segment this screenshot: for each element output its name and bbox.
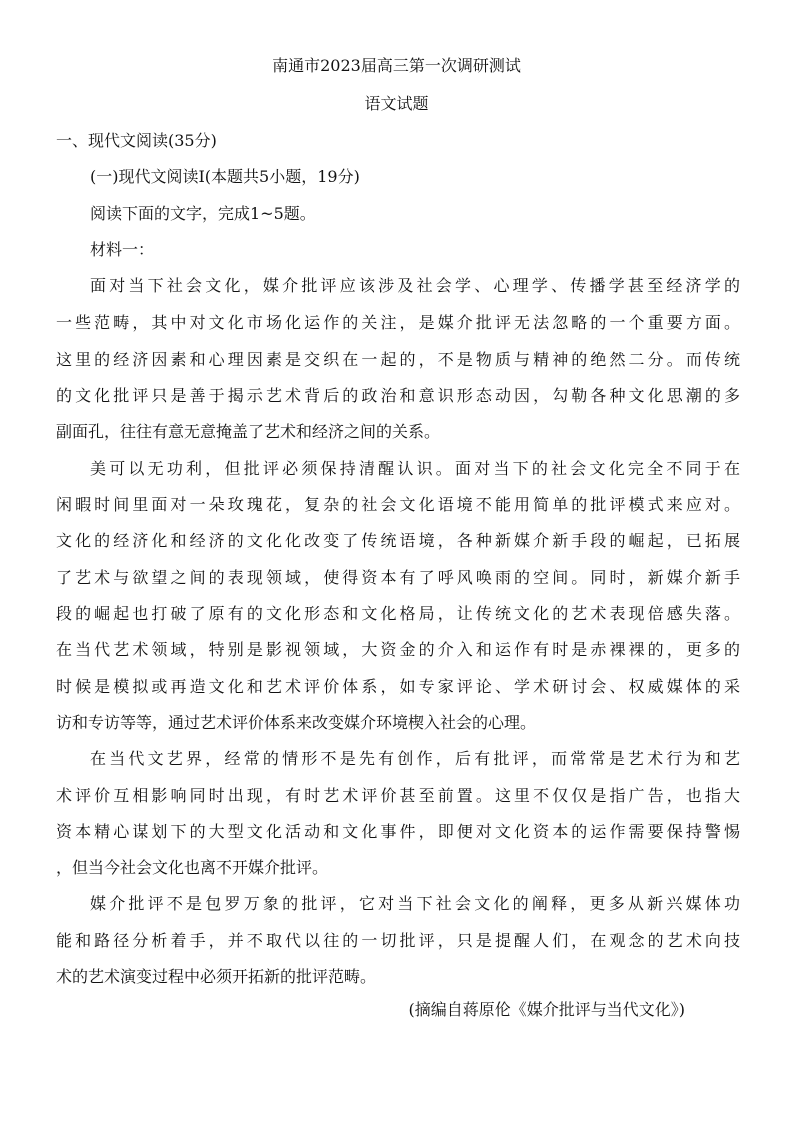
material-label: 材料一： xyxy=(90,240,155,259)
paragraph-line: 术评价互相影响同时出现，有时艺术评价甚至前置。这里不仅仅是指广告，也指大 xyxy=(56,786,740,805)
paragraph-line: 闲暇时间里面对一朵玫瑰花，复杂的社会文化语境不能用简单的批评模式来应对。 xyxy=(56,495,740,514)
paragraph-line: 了艺术与欲望之间的表现领域，使得资本有了呼风唤雨的空间。同时，新媒介新手 xyxy=(56,568,740,587)
reading-instruction: 阅读下面的文字，完成1~5题。 xyxy=(90,204,316,223)
exam-subtitle: 语文试题 xyxy=(364,94,429,113)
paragraph-line: ，但当今社会文化也离不开媒介批评。 xyxy=(56,858,329,877)
paragraph-line: 术的艺术演变过程中必须开拓新的批评范畴。 xyxy=(56,967,377,986)
paragraph-line: 美可以无功利，但批评必须保持清醒认识。面对当下的社会文化完全不同于在 xyxy=(90,459,740,478)
paragraph-line: 段的崛起也打破了原有的文化形态和文化格局，让传统文化的艺术表现倍感失落。 xyxy=(56,604,740,623)
part-heading: (一)现代文阅读Ⅰ(本题共5小题，19分) xyxy=(90,167,360,186)
source-citation: (摘编自蒋原伦《媒介批评与当代文化》) xyxy=(408,1000,685,1019)
section-heading: 一、现代文阅读(35分) xyxy=(56,131,217,150)
paragraph-line: 一些范畴，其中对文化市场化运作的关注，是媒介批评无法忽略的一个重要方面。 xyxy=(56,313,740,332)
paragraph-line: 面对当下社会文化，媒介批评应该涉及社会学、心理学、传播学甚至经济学的 xyxy=(90,276,740,295)
paragraph-line: 访和专访等等，通过艺术评价体系来改变媒介环境楔入社会的心理。 xyxy=(56,713,537,732)
paragraph-line: 在当代文艺界，经常的情形不是先有创作，后有批评，而常常是艺术行为和艺 xyxy=(90,749,740,768)
exam-title: 南通市2023届高三第一次调研测试 xyxy=(272,56,521,75)
paragraph-line: 文化的经济化和经济的文化化改变了传统语境，各种新媒介新手段的崛起，已拓展 xyxy=(56,531,740,550)
paragraph-line: 副面孔，往往有意无意掩盖了艺术和经济之间的关系。 xyxy=(56,422,441,441)
paragraph-line: 能和路径分析着手，并不取代以往的一切批评，只是提醒人们，在观念的艺术向技 xyxy=(56,931,740,950)
paragraph-line: 在当代艺术领域，特别是影视领域，大资金的介入和运作有时是赤裸裸的，更多的 xyxy=(56,640,740,659)
paragraph-line: 媒介批评不是包罗万象的批评，它对当下社会文化的阐释，更多从新兴媒体功 xyxy=(90,894,740,913)
paragraph-line: 的文化批评只是善于揭示艺术背后的政治和意识形态动因，勾勒各种文化思潮的多 xyxy=(56,386,740,405)
paragraph-line: 时候是模拟或再造文化和艺术评价体系，如专家评论、学术研讨会、权威媒体的采 xyxy=(56,677,740,696)
paragraph-line: 这里的经济因素和心理因素是交织在一起的，不是物质与精神的绝然二分。而传统 xyxy=(56,350,740,369)
paragraph-line: 资本精心谋划下的大型文化活动和文化事件，即便对文化资本的运作需要保持警惕 xyxy=(56,822,740,841)
